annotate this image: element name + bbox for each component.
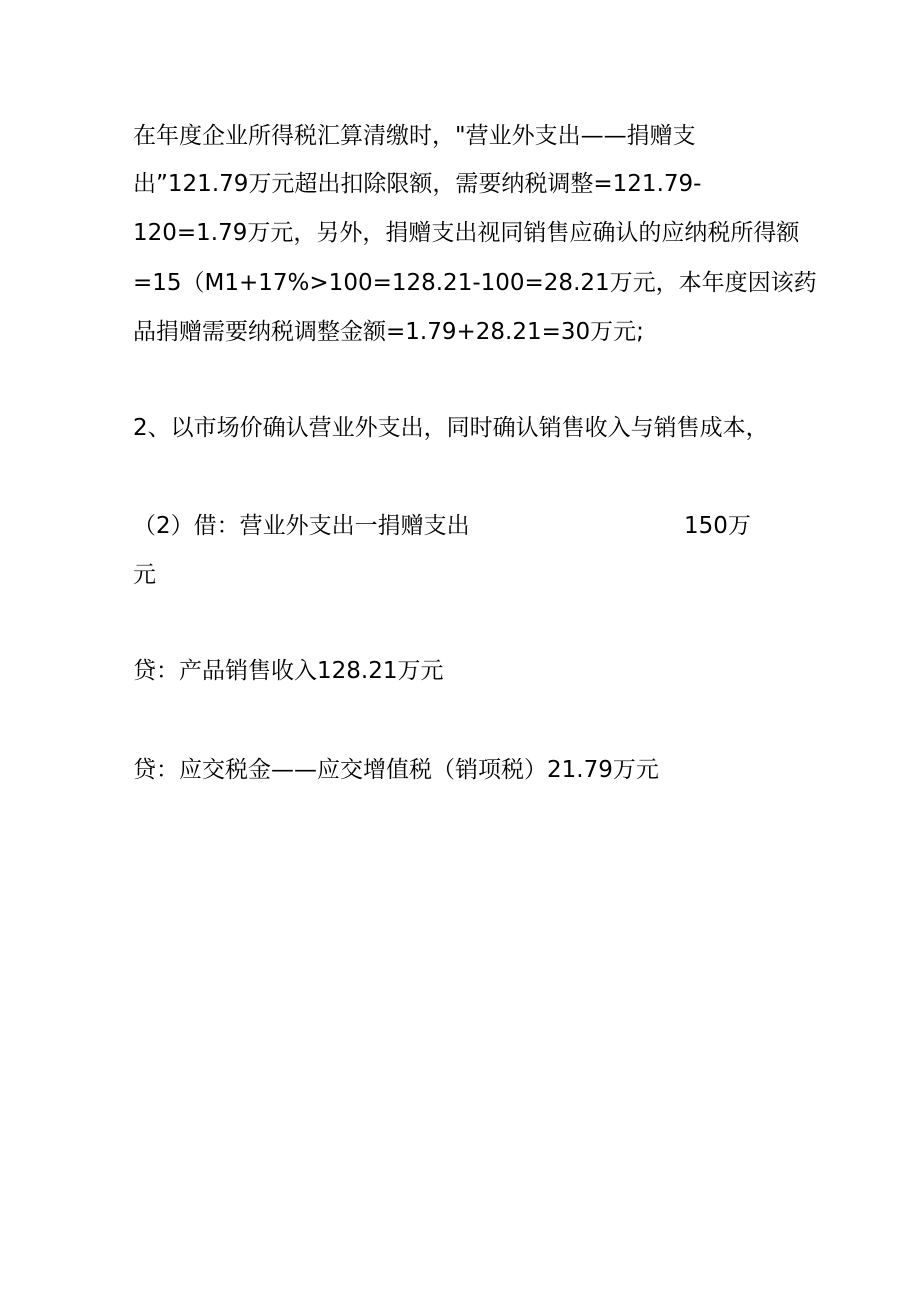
- debit-entry-label: （2）借：营业外支出一捐赠支出: [133, 513, 470, 539]
- paragraph1-line1: 在年度企业所得税汇算清缴时，"营业外支出——捐赠支: [133, 123, 696, 149]
- credit-entry-vat: 贷：应交税金——应交增值税（销项税）21.79万元: [133, 757, 659, 783]
- paragraph1-line2: 出”121.79万元超出扣除限额，需要纳税调整=121.79-: [133, 171, 702, 197]
- item2-heading: 2、以市场价确认营业外支出，同时确认销售收入与销售成本，: [133, 415, 769, 441]
- credit-entry-sales-revenue: 贷：产品销售收入128.21万元: [133, 658, 444, 684]
- debit-entry-unit: 元: [133, 562, 156, 588]
- paragraph1-line4: =15（M1+17%>100=128.21-100=28.21万元，本年度因该药: [133, 270, 817, 296]
- paragraph1-line5: 品捐赠需要纳税调整金额=1.79+28.21=30万元;: [133, 319, 644, 345]
- paragraph1-line3: 120=1.79万元，另外，捐赠支出视同销售应确认的应纳税所得额: [133, 220, 800, 246]
- debit-entry-amount: 150万: [684, 513, 751, 539]
